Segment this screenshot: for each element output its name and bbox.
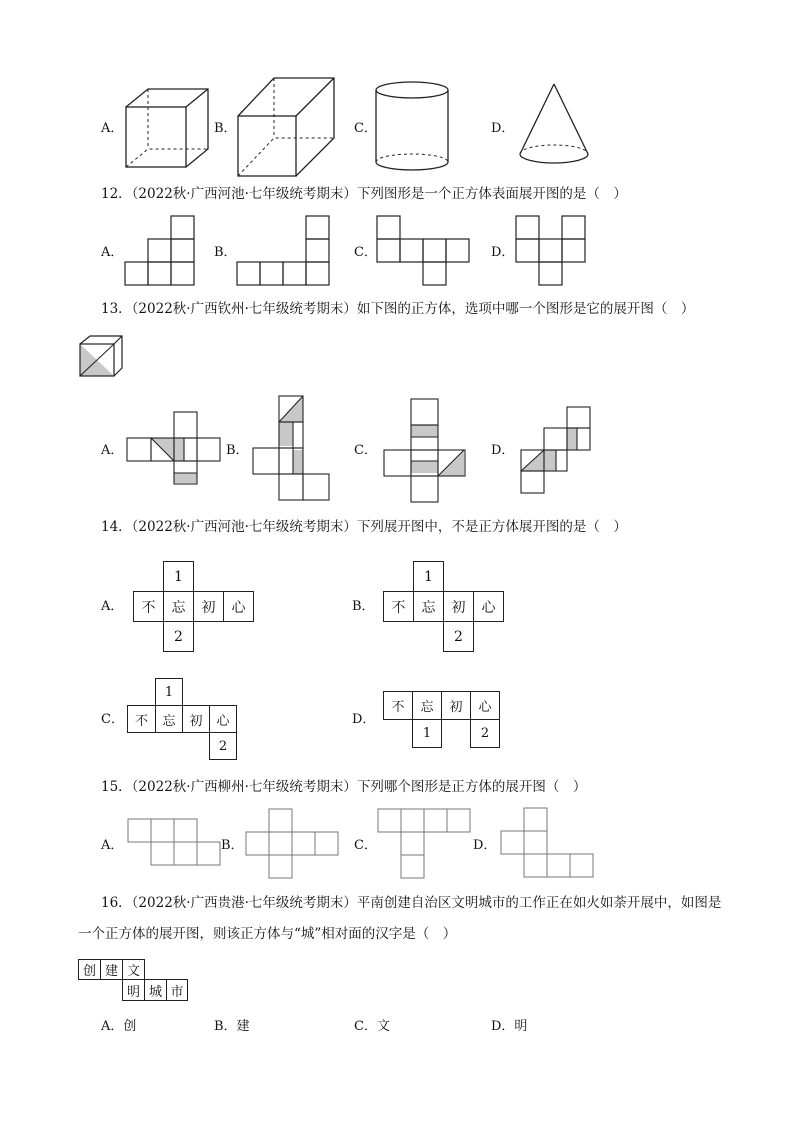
q12-stem: 12．（2022秋·广西河池·七年级统考期末）下列图形是一个正方体表面展开图的是（ ） — [101, 186, 627, 202]
q12-option-b: B． — [214, 245, 237, 260]
q15-net-b — [246, 809, 340, 883]
q15-net-c — [378, 809, 472, 883]
net-cell: 忘 — [413, 591, 444, 622]
net-cell: 不 — [133, 591, 164, 622]
net-cell: 不 — [127, 705, 156, 733]
q13-option-a: A． — [101, 443, 124, 458]
q16-choice-a: A．创 — [101, 1019, 137, 1034]
q14-option-d: D． — [352, 712, 376, 727]
q13-stem: 13．（2022秋·广西钦州·七年级统考期末）如下图的正方体，选项中哪一个图形是它的展开图（ ） — [101, 301, 695, 317]
q12-net-b — [237, 216, 332, 288]
net-cell: 不 — [383, 591, 414, 622]
net-cell: 忘 — [155, 705, 183, 733]
net-cell: 城 — [144, 979, 167, 1001]
q12-option-c: C． — [354, 245, 377, 260]
q12-option-d: D． — [491, 245, 515, 260]
q14-option-b: B． — [352, 599, 375, 614]
net-cell: 忘 — [163, 591, 194, 622]
net-cell: 1 — [163, 561, 194, 592]
q16-stem-line1: 16．（2022秋·广西贵港·七年级统考期末）平南创建自治区文明城市的工作正在如火如荼开展中，如图是 — [101, 895, 722, 911]
q16-choice-b: B．建 — [214, 1019, 250, 1034]
q16-choice-c: C．文 — [354, 1019, 390, 1034]
net-cell: 2 — [470, 719, 500, 748]
net-cell: 创 — [78, 959, 101, 980]
q15-option-c: C． — [354, 838, 377, 853]
net-cell: 心 — [209, 705, 237, 733]
net-cell: 心 — [470, 691, 500, 720]
net-cell: 心 — [473, 591, 504, 622]
cylinder-figure — [372, 80, 454, 176]
q11-option-a: A． — [101, 121, 124, 136]
q15-option-d: D． — [473, 838, 497, 853]
q14-stem: 14．（2022秋·广西河池·七年级统考期末）下列展开图中，不是正方体展开图的是（ ） — [101, 519, 627, 535]
q13-net-a — [127, 412, 223, 486]
q12-net-c — [377, 216, 472, 288]
net-cell: 初 — [182, 705, 210, 733]
q12-net-a — [125, 216, 197, 288]
net-cell: 建 — [100, 959, 123, 980]
q15-stem: 15．（2022秋·广西柳州·七年级统考期末）下列哪个图形是正方体的展开图（ ） — [101, 779, 587, 795]
cuboid-figure — [234, 76, 344, 180]
q13-net-d — [521, 407, 593, 495]
net-cell: 1 — [413, 561, 444, 592]
q13-net-c — [384, 399, 468, 503]
q13-option-b: B． — [226, 443, 249, 458]
net-cell: 明 — [122, 979, 145, 1001]
q15-net-a — [128, 819, 222, 869]
q11-option-d: D． — [491, 121, 515, 136]
net-cell: 初 — [193, 591, 224, 622]
net-cell: 2 — [443, 621, 474, 652]
q16-choice-d: D．明 — [491, 1019, 528, 1034]
q14-option-c: C． — [101, 712, 124, 727]
net-cell: 心 — [223, 591, 254, 622]
q15-option-a: A． — [101, 838, 124, 853]
q13-option-c: C． — [354, 443, 377, 458]
q15-net-d — [501, 808, 595, 882]
cone-figure — [516, 82, 596, 168]
net-cell: 初 — [441, 691, 471, 720]
net-cell: 不 — [383, 691, 413, 720]
net-cell: 2 — [209, 732, 237, 760]
q16-stem-line2: 一个正方体的展开图，则该正方体与“城”相对面的汉字是（ ） — [78, 926, 457, 942]
q11-option-c: C． — [354, 121, 377, 136]
q14-option-a: A． — [101, 599, 124, 614]
net-cell: 忘 — [412, 691, 442, 720]
q15-option-b: B． — [221, 838, 244, 853]
q13-reference-cube — [78, 334, 126, 380]
cube-figure — [120, 85, 215, 175]
net-cell: 1 — [155, 678, 183, 706]
q13-option-d: D． — [491, 443, 515, 458]
q12-net-d — [516, 216, 588, 288]
net-cell: 市 — [166, 979, 188, 1001]
q12-option-a: A． — [101, 245, 124, 260]
net-cell: 文 — [122, 959, 145, 980]
net-cell: 1 — [412, 719, 442, 748]
q13-net-b — [253, 396, 333, 502]
q11-option-b: B． — [214, 121, 237, 136]
net-cell: 2 — [163, 621, 194, 652]
net-cell: 初 — [443, 591, 474, 622]
